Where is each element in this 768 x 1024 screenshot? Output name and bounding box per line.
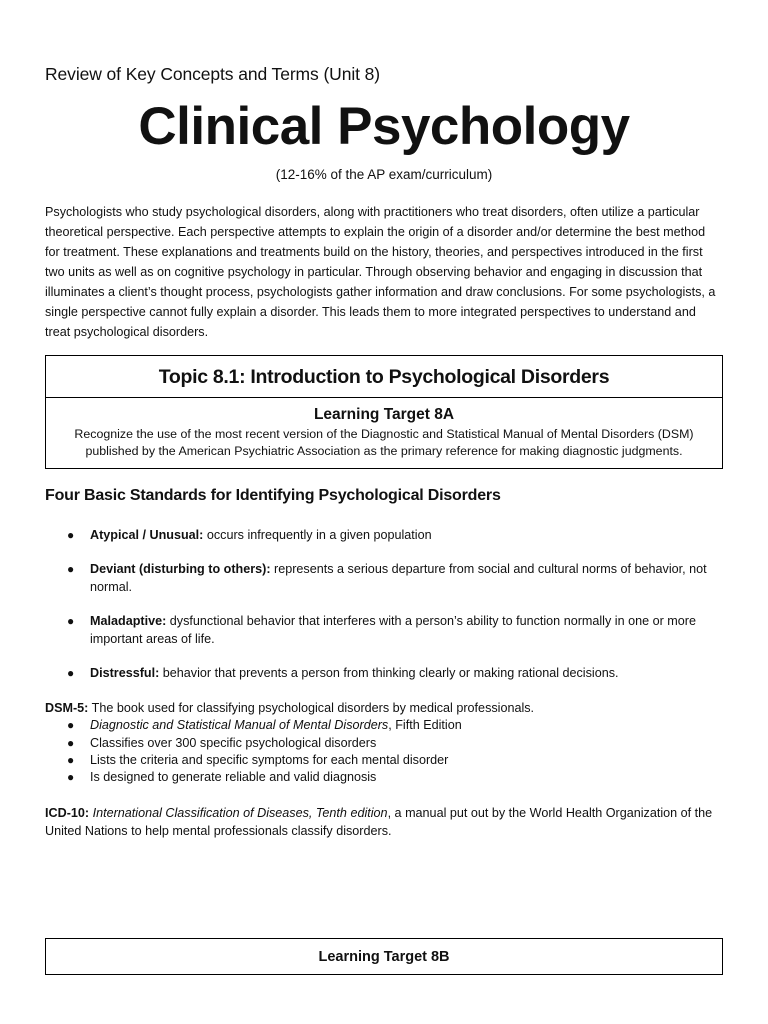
list-item xyxy=(45,526,723,560)
list-item xyxy=(45,717,723,734)
list-item xyxy=(45,612,723,664)
unit-subtitle: Review of Key Concepts and Terms (Unit 8) xyxy=(45,64,381,84)
dsm-item-text: , Fifth Edition xyxy=(388,718,462,733)
list-item xyxy=(45,735,723,752)
standard-term: Atypical / Unusual: xyxy=(90,528,204,542)
page-title: Clinical Psychology xyxy=(138,97,630,156)
standard-term: Deviant (disturbing to others): xyxy=(90,562,271,576)
bullet-icon: ● xyxy=(67,614,75,628)
dsm-item-italic: Diagnostic and Statistical Manual of Mental Disorders xyxy=(90,718,389,733)
bullet-icon: ● xyxy=(67,752,75,767)
bullet-icon: ● xyxy=(67,528,75,542)
list-item xyxy=(45,560,723,612)
learning-target-description: Recognize the use of the most recent version of the Diagnostic and Statistical Manual of Mental Disorders (DSM) published by the American Psychiatric Association as the primary reference for making diagnostic judgments. xyxy=(74,427,694,458)
dsm-list xyxy=(45,717,723,786)
standard-term: Distressful: xyxy=(90,666,160,680)
topic-heading: Topic 8.1: Introduction to Psychological Disorders xyxy=(46,356,722,398)
dsm-definition xyxy=(45,700,723,786)
exam-percentage-note: (12-16% of the AP exam/curriculum) xyxy=(275,167,493,182)
icd-term: ICD-10: xyxy=(45,806,90,820)
standard-term: Maladaptive: xyxy=(90,614,167,628)
bullet-icon: ● xyxy=(67,770,75,785)
dsm-item-text: Is designed to generate reliable and valid diagnosis xyxy=(90,770,377,785)
intro-paragraph: Psychologists who study psychological disorders, along with practitioners who treat disorders, often utilize a particular theoretical perspective. Each perspective attempts to explain the origin of a disorder and/or determine the best method for treatment. These explanations and treatments build on the history, theories, and perspectives introduced in the first two units as well as on cognitive psychology in particular. Through observing behavior and engaging in discussion that illuminates a client’s thought process, psychologists gather information and draw conclusions. For some psychologists, a single perspective cannot fully explain a disorder. This leads them to more integrated perspectives to understand and treat psychological disorders. xyxy=(45,205,716,339)
list-item xyxy=(45,752,723,769)
icd-title-italic: International Classification of Diseases, Tenth edition xyxy=(92,806,388,820)
standard-description: occurs infrequently in a given population xyxy=(203,528,432,542)
icd-description: , a manual put out by the World Health Organization of the United Nations to help mental professionals classify disorders. xyxy=(45,806,713,838)
standards-list xyxy=(45,526,723,682)
learning-target-8b-box: Learning Target 8B xyxy=(45,938,723,975)
bullet-icon: ● xyxy=(67,718,75,733)
list-item xyxy=(45,769,723,786)
bullet-icon: ● xyxy=(67,735,75,750)
standard-description: dysfunctional behavior that interferes with a person’s ability to function normally in one or more important areas of life. xyxy=(90,614,696,646)
dsm-item-text: Classifies over 300 specific psychological disorders xyxy=(90,735,377,750)
icd-definition xyxy=(45,805,723,840)
standards-heading: Four Basic Standards for Identifying Psychological Disorders xyxy=(45,487,501,504)
dsm-description: The book used for classifying psychological disorders by medical professionals. xyxy=(88,701,535,715)
standard-description: behavior that prevents a person from thinking clearly or making rational decisions. xyxy=(159,666,619,680)
bullet-icon: ● xyxy=(67,562,75,576)
learning-target-title: Learning Target 8A xyxy=(313,406,455,423)
bullet-icon: ● xyxy=(67,666,75,680)
topic-box xyxy=(45,355,723,469)
standard-description: represents a serious departure from social and cultural norms of behavior, not normal. xyxy=(90,562,707,594)
dsm-term: DSM-5: xyxy=(45,701,89,715)
dsm-item-text: Lists the criteria and specific symptoms for each mental disorder xyxy=(90,752,449,767)
list-item xyxy=(45,664,723,682)
